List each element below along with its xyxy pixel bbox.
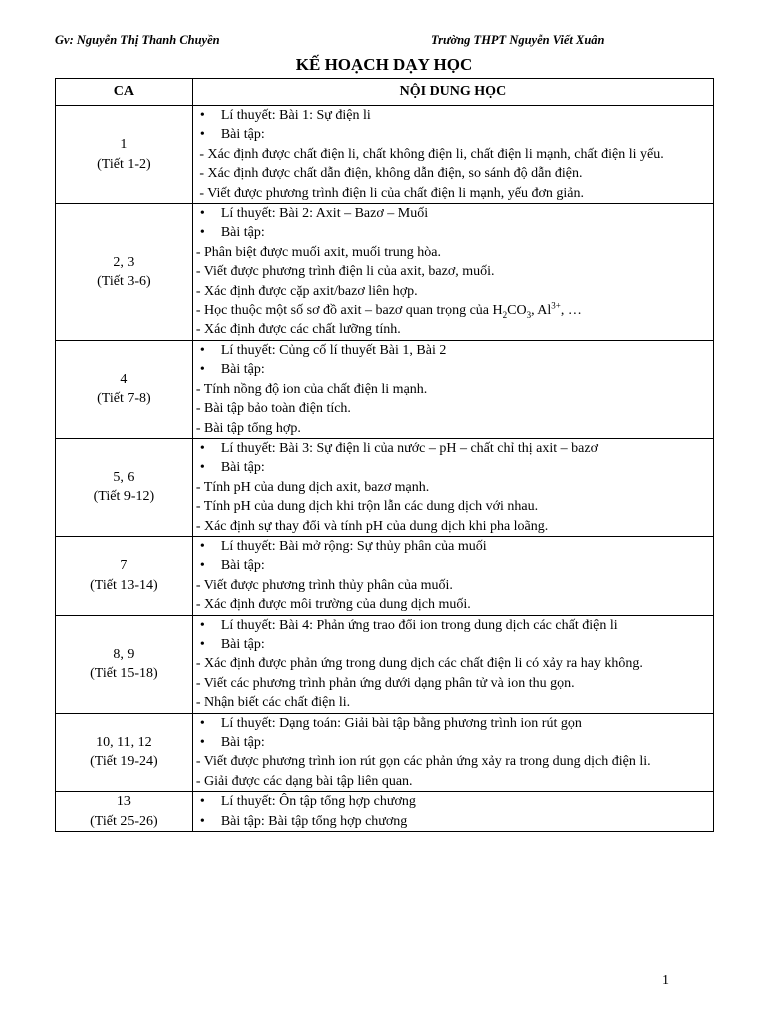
theory-text: Lí thuyết: Bài 4: Phản ứng trao đổi ion trong dung dịch các chất điện li (220, 617, 618, 633)
exercise-detail-line: - Phân biệt được muối axit, muối trung hòa. (195, 244, 441, 260)
exercise-detail-line: - Xác định được môi trường của dung dịch muối. (195, 597, 471, 613)
exercise-detail-line: - Nhận biết các chất điện li. (195, 695, 351, 711)
theory-text: Lí thuyết: Bài 1: Sự điện li (220, 108, 371, 123)
lesson-plan-table (55, 78, 714, 832)
formula-part: 3+ (551, 300, 561, 311)
theory-item (196, 204, 709, 223)
ca-cell (56, 438, 193, 536)
theory-item (196, 106, 709, 125)
exercise-detail-line: - Xác định được cặp axit/bazơ liên hợp. (195, 283, 418, 299)
theory-item (196, 439, 709, 458)
exercise-detail-line: - Tính pH của dung dịch axit, bazơ mạnh. (195, 479, 430, 495)
exercise-detail-line: - Xác định được phản ứng trong dung dịch các chất điện li có xảy ra hay không. (195, 656, 643, 672)
theory-text: Lí thuyết: Bài 2: Axit – Bazơ – Muối (220, 206, 429, 222)
column-header-content: NỘI DUNG HỌC (192, 79, 713, 106)
table-row (56, 106, 714, 204)
ca-periods: (Tiết 9-12) (93, 489, 155, 505)
ca-periods: (Tiết 3-6) (97, 273, 151, 289)
exercise-detail-line: - Viết các phương trình phản ứng dưới dạng phân tử và ion thu gọn. (195, 675, 575, 691)
ca-periods: (Tiết 13-14) (90, 577, 158, 593)
ca-number: 4 (120, 371, 128, 387)
table-row (56, 713, 714, 792)
ca-periods: (Tiết 19-24) (90, 754, 158, 770)
header-teacher: Gv: Nguyễn Thị Thanh Chuyền (55, 33, 220, 47)
ca-periods: (Tiết 15-18) (90, 666, 158, 682)
exercise-detail-line (196, 301, 709, 320)
ca-number: 1 (120, 137, 128, 153)
exercise-item (196, 635, 709, 654)
ca-number: 13 (116, 794, 131, 810)
exercise-text: Bài tập: (220, 735, 265, 750)
content-cell (192, 615, 713, 713)
content-cell (192, 438, 713, 536)
column-header-ca: CA (56, 79, 193, 106)
ca-cell (56, 615, 193, 713)
theory-text: Lí thuyết: Dạng toán: Giải bài tập bằng phương trình ion rút gọn (220, 715, 582, 731)
theory-item (196, 341, 709, 360)
ca-number: 2, 3 (113, 254, 135, 270)
table-row (56, 438, 714, 536)
exercise-text: Bài tập: (220, 636, 265, 652)
exercise-detail-line: - Viết được phương trình ion rút gọn các phản ứng xảy ra trong dung dịch điện li. (195, 754, 651, 770)
ca-cell (56, 106, 193, 204)
content-cell (192, 340, 713, 438)
theory-text: Lí thuyết: Bài 3: Sự điện li của nước – pH – chất chỉ thị axit – bazơ (220, 440, 598, 456)
exercise-detail-line: - Tính nồng độ ion của chất điện li mạnh. (195, 381, 428, 397)
exercise-detail-line: - Giải được các dạng bài tập liên quan. (195, 773, 413, 789)
theory-item (196, 714, 709, 733)
table-row (56, 340, 714, 438)
exercise-item (196, 360, 709, 379)
exercise-detail-line: - Xác định được các chất lưỡng tính. (195, 322, 401, 338)
exercise-detail-line: - Xác định sự thay đổi và tính pH của dung dịch khi pha loãng. (195, 518, 549, 534)
exercise-item (196, 458, 709, 477)
table-row (56, 204, 714, 341)
ca-number: 10, 11, 12 (96, 735, 152, 750)
theory-text: Lí thuyết: Bài mở rộng: Sự thủy phân của muối (220, 538, 487, 554)
ca-number: 8, 9 (113, 646, 135, 662)
ca-cell (56, 340, 193, 438)
exercise-item (196, 733, 709, 752)
formula-part: - Học thuộc một số sơ đồ axit – bazơ quan trọng của H (195, 303, 503, 319)
table-row (56, 792, 714, 832)
formula-part: , … (560, 303, 582, 319)
exercise-detail-line: - Xác định được chất dẫn điện, không dẫn điện, so sánh độ dẫn điện. (195, 166, 583, 182)
table-row (56, 615, 714, 713)
exercise-detail-line: - Tính pH của dung dịch khi trộn lẫn các dung dịch với nhau. (195, 499, 539, 515)
exercise-item (196, 223, 709, 242)
exercise-item (196, 125, 709, 144)
content-cell (192, 536, 713, 615)
formula-part: 2 (502, 309, 508, 320)
page-title: KẾ HOẠCH DẠY HỌC (295, 55, 473, 74)
theory-item (196, 616, 709, 635)
exercise-text: Bài tập: Bài tập tổng hợp chương (220, 813, 408, 829)
content-cell (192, 106, 713, 204)
ca-periods: (Tiết 1-2) (97, 156, 151, 172)
content-cell (192, 204, 713, 341)
theory-item (196, 537, 709, 556)
exercise-detail-line: - Viết được phương trình thủy phân của muối. (195, 577, 453, 593)
theory-text: Lí thuyết: Ôn tập tổng hợp chương (220, 794, 416, 810)
header-school: Trường THPT Nguyễn Viết Xuân (431, 33, 605, 47)
table-row (56, 536, 714, 615)
exercise-detail-line: - Viết được phương trình điện li của chất điện li mạnh, yếu đơn giản. (195, 185, 584, 201)
exercise-detail-line: - Bài tập bảo toàn điện tích. (195, 401, 351, 417)
page-number: 1 (662, 973, 669, 988)
exercise-item (196, 556, 709, 575)
exercise-detail-line: - Bài tập tổng hợp. (195, 420, 301, 436)
exercise-text: Bài tập: (220, 558, 265, 574)
ca-cell (56, 713, 193, 792)
exercise-text: Bài tập: (220, 127, 265, 143)
content-cell (192, 792, 713, 832)
exercise-text: Bài tập: (220, 460, 265, 476)
content-cell (192, 713, 713, 792)
theory-text: Lí thuyết: Củng cố lí thuyết Bài 1, Bài 2 (220, 342, 447, 358)
ca-periods: (Tiết 7-8) (97, 391, 151, 407)
exercise-item (196, 812, 709, 831)
formula-part: 3 (526, 309, 532, 320)
ca-number: 7 (120, 558, 128, 574)
theory-item (196, 792, 709, 811)
ca-number: 5, 6 (113, 470, 135, 486)
ca-periods: (Tiết 25-26) (90, 813, 158, 829)
exercise-text: Bài tập: (220, 225, 265, 241)
exercise-detail-line: - Viết được phương trình điện li của axit, bazơ, muối. (195, 264, 495, 280)
ca-cell (56, 536, 193, 615)
ca-cell (56, 792, 193, 832)
formula-part: CO (507, 303, 527, 319)
formula-part: , Al (531, 303, 552, 319)
exercise-text: Bài tập: (220, 362, 265, 378)
exercise-detail-line: - Xác định được chất điện li, chất không điện li, chất điện li mạnh, chất điện li yếu. (195, 146, 664, 162)
ca-cell (56, 204, 193, 341)
table-header-row (56, 79, 714, 106)
